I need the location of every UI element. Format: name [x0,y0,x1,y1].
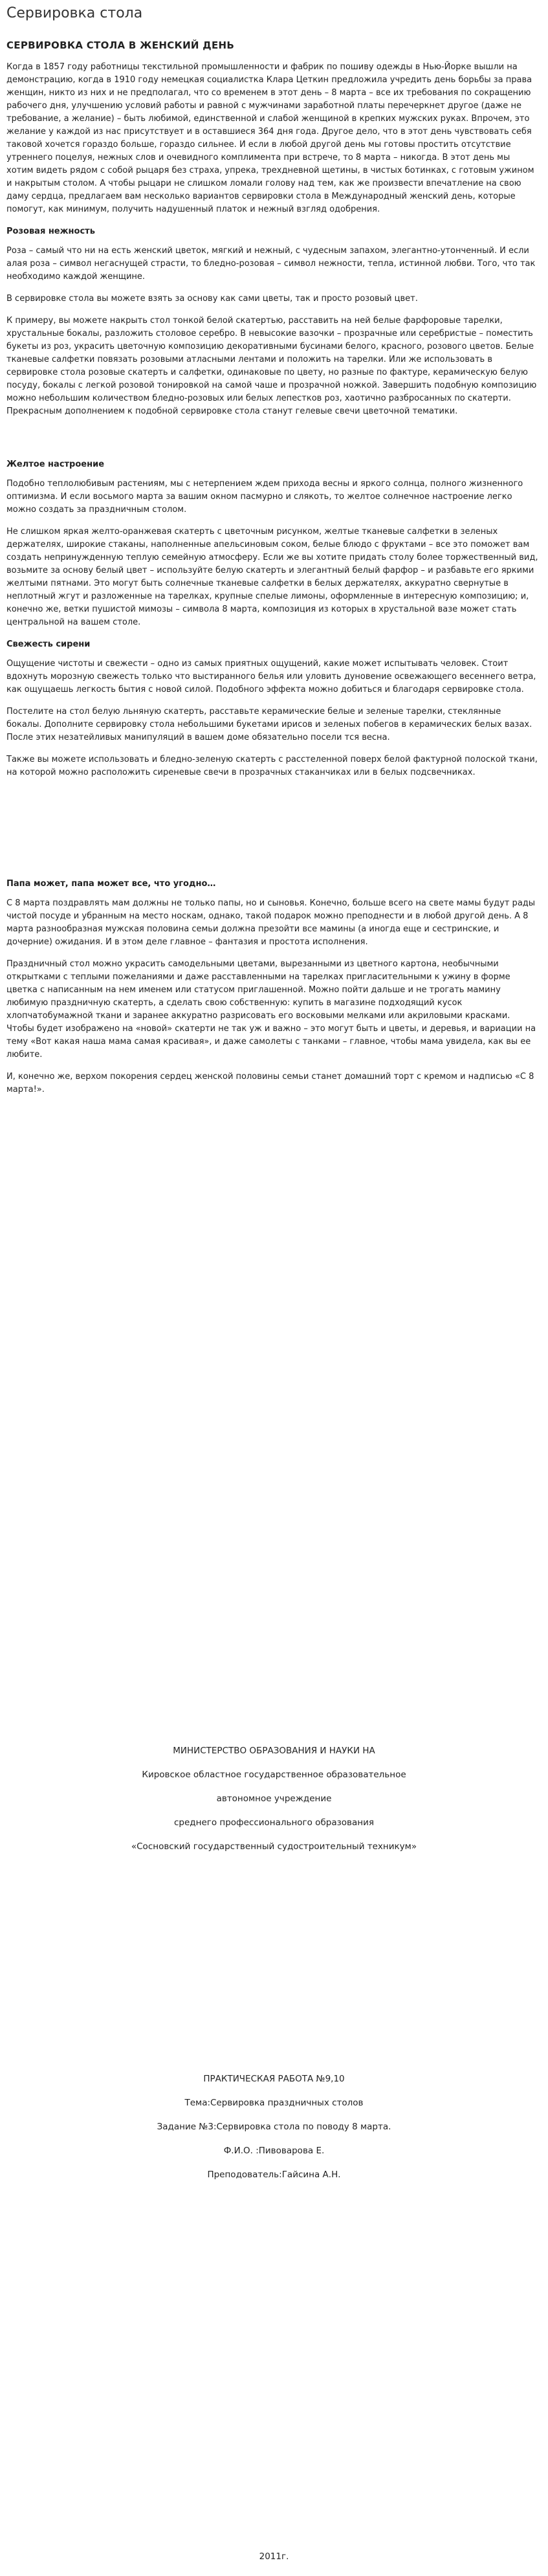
paragraph: Не слишком яркая желто-оранжевая скатерть с цветочным рисунком, желтые тканевые салфетки в зеленых держателях, широкие стаканы, наполненные апельсиновым соком, белые блюдо с фруктами – все это поможет вам создать непринужденную теплую семейную атмосферу. Если же вы хотите придать столу более торжественный вид, возьмите за основу белый цвет – используйте белую скатерть и элегантный белый фарфор – и разбавьте его яркими желтыми пятнами. Это могут быть солнечные тканевые салфетки в белых держателях, аккуратно свернутые в неплотный жгут и разложенные на тарелках, крупные спелые лимоны, оформленные в интересную композицию; и, конечно же, ветки пушистой мимозы – символа 8 марта, композиция из которых в хрустальной вазе может стать центральной на вашем столе. [6,527,538,627]
section-heading-lilac: Свежесть сирени [6,639,91,649]
section-heading-yellow: Желтое настроение [6,460,105,469]
work-task: Задание №3:Сервировка стола по поводу 8 марта. [157,2122,391,2132]
institution-line: «Сосновский государственный судостроительный техникум» [131,1841,417,1852]
paragraph: И, конечно же, верхом покорения сердец женской половины семьи станет домашний торт с кремом и надписью «С 8 марта!». [6,1072,534,1094]
paragraph: К примеру, вы можете накрыть стол тонкой белой скатертью, расставить на ней белые фарфоровые тарелки, хрустальные бокалы, разложить столовое серебро. В невысокие вазочки – прозрачные или серебристые – поместить букеты из роз, украсить цветочную композицию декоративными бусинами белого, красного, розового цветов. Белые тканевые салфетки повязать розовыми атласными лентами и положить на тарелки. Или же использовать в сервировке стола розовые скатерть и салфетки, одинаковые по цвету, но разные по фактуре, керамическую белую посуду, бокалы с легкой розовой тонировкой на самой чаше и прозрачной ножкой. Завершить подобную композицию можно небольшим количеством бледно-розовых или белых лепестков роз, хаотично разбросанных по скатерти. Прекрасным дополнением к подобной сервировке стола станут гелевые свечи цветочной тематики. [6,316,537,416]
section-heading-rose: Розовая нежность [6,227,95,236]
title-page-work [0,2072,548,2192]
institution-line: автономное учреждение [216,1793,332,1804]
paragraph: Также вы можете использовать и бледно-зеленую скатерть с расстеленной поверх белой фактурной полоской ткани, на которой можно расположить сиреневые свечи в прозрачных стаканчиках или в белых подсвечниках. [6,755,538,777]
paragraph: Роза – самый что ни на есть женский цветок, мягкий и нежный, с чудесным запахом, элегантно-утонченный. И если алая роза – символ негаснущей страсти, то бледно-розовая – символ нежности, тепла, истинной любви. Того, что так необходимо каждой женщине. [6,246,536,282]
year: 2011г. [259,2551,289,2562]
intro-paragraph: Когда в 1857 году работницы текстильной промышленности и фабрик по пошиву одежды в Нью-Йорке вышли на демонстрацию, когда в 1910 году немецкая социалистка Клара Цеткин предложила учредить день борьбы за права женщин, никто из них и не предполагал, что со временем в этот день – 8 марта – все их требования по сокращению рабочего дня, улучшению условий работы и равной с мужчинами заработной платы перечеркнет другое (даже не требование, а желание) – быть любимой, единственной и слабой женщиной в крепких мужских руках. Впрочем, это желание у каждой из нас присутствует и в оставшиеся 364 дня года. Другое дело, что в этот день чувствовать себя таковой хочется гораздо больше, гораздо сильнее. И если в любой другой день мы готовы простить отсутствие утреннего поцелуя, нежных слов и очевидного комплимента при встрече, то 8 марта – никогда. В этот день мы хотим видеть рядом с собой рыцаря без страха, упрека, трехдневной щетины, в чистых ботинках, с готовым ужином и накрытым столом. А чтобы рыцари не слишком ломали голову над тем, как же произвести впечатление на свою даму сердца, предлагаем вам несколько вариантов сервировки стола в Международный женский день, которые помогут, как минимум, получить надушенный платок и нежный взгляд одобрения. [6,62,534,214]
main-heading: СЕРВИРОВКА СТОЛА В ЖЕНСКИЙ ДЕНЬ [6,39,235,51]
article-body [6,39,538,1105]
paragraph: В сервировке стола вы можете взять за основу как сами цветы, так и просто розовый цвет. [6,294,418,304]
document-title: Сервировка стола [6,5,143,21]
spacer [6,427,538,458]
ministry-line: МИНИСТЕРСТВО ОБРАЗОВАНИЯ И НАУКИ НА [173,1746,375,1756]
paragraph: Постелите на стол белую льняную скатерть, расставьте керамические белые и зеленые тарелки, стеклянные бокалы. Дополните сервировку стола небольшими букетами ирисов и зеленых побегов в керамических белых вазах. После этих незатейливых манипуляций в вашем доме обязательно посели тся весна. [6,707,532,742]
work-topic: Тема:Сервировка праздничных столов [184,2098,364,2108]
work-title: ПРАКТИЧЕСКАЯ РАБОТА №9,10 [203,2074,345,2084]
title-page-year [0,2550,548,2574]
paragraph: Ощущение чистоты и свежести – одно из самых приятных ощущений, какие может испытывать человек. Стоит вдохнуть морозную свежесть только что выстиранного белья или уловить дуновение освежающего весеннего ветра, как ощущаешь легкость бытия с новой силой. Подобного эффекта можно добиться и благодаря сервировке стола. [6,659,536,694]
institution-line: среднего профессионального образования [173,1817,375,1828]
section-heading-dad: Папа может, папа может все, что угодно… [6,879,216,889]
institution-line: Кировское областное государственное образовательное [142,1770,406,1780]
paragraph: С 8 марта поздравлять мам должны не только папы, но и сыновья. Конечно, больше всего на свете мамы будут рады чистой посуде и убранным на место носкам, однако, такой подарок можно преподнести и в любой другой день. А 8 марта разнообразная мужская половина семьи должна презойти все мамины (а иногда еще и сестринские, и дочерние) ожидания. И в этом деле главное – фантазия и простота исполнения. [6,898,536,947]
student-name: Ф.И.О. :Пивоварова Е. [223,2146,325,2156]
spacer [6,788,538,878]
paragraph: Праздничный стол можно украсить самодельными цветами, вырезанными из цветного картона, необычными открытками с теплыми пожеланиями и даже расставленными на тарелках пригласительными к ужину в форме цветка с написанным на нем именем или статусом приглашенной. Можно пойти дальше и не трогать мамину любимую праздничную скатерть, а сделать свою собственную: купить в магазине подходящий кусок хлопчатобумажной ткани и заранее аккуратно разрисовать его восковыми мелками или акриловыми красками. Чтобы будет изображено на «новой» скатерти не так уж и важно – это могут быть и цветы, и деревья, и вариации на тему «Вот какая наша мама самая красивая», и даже самолеты с танками – главное, чтобы мама увидела, как вы ее любите. [6,959,536,1060]
paragraph: Подобно теплолюбивым растениям, мы с нетерпением ждем прихода весны и яркого солнца, полного жизненного оптимизма. И если восьмого марта за вашим окном пасмурно и слякоть, то желтое солнечное настроение легко можно создать за праздничным столом. [6,479,523,515]
teacher-name: Преподователь:Гайсина А.Н. [207,2170,341,2180]
title-page-institution [0,1744,548,1864]
